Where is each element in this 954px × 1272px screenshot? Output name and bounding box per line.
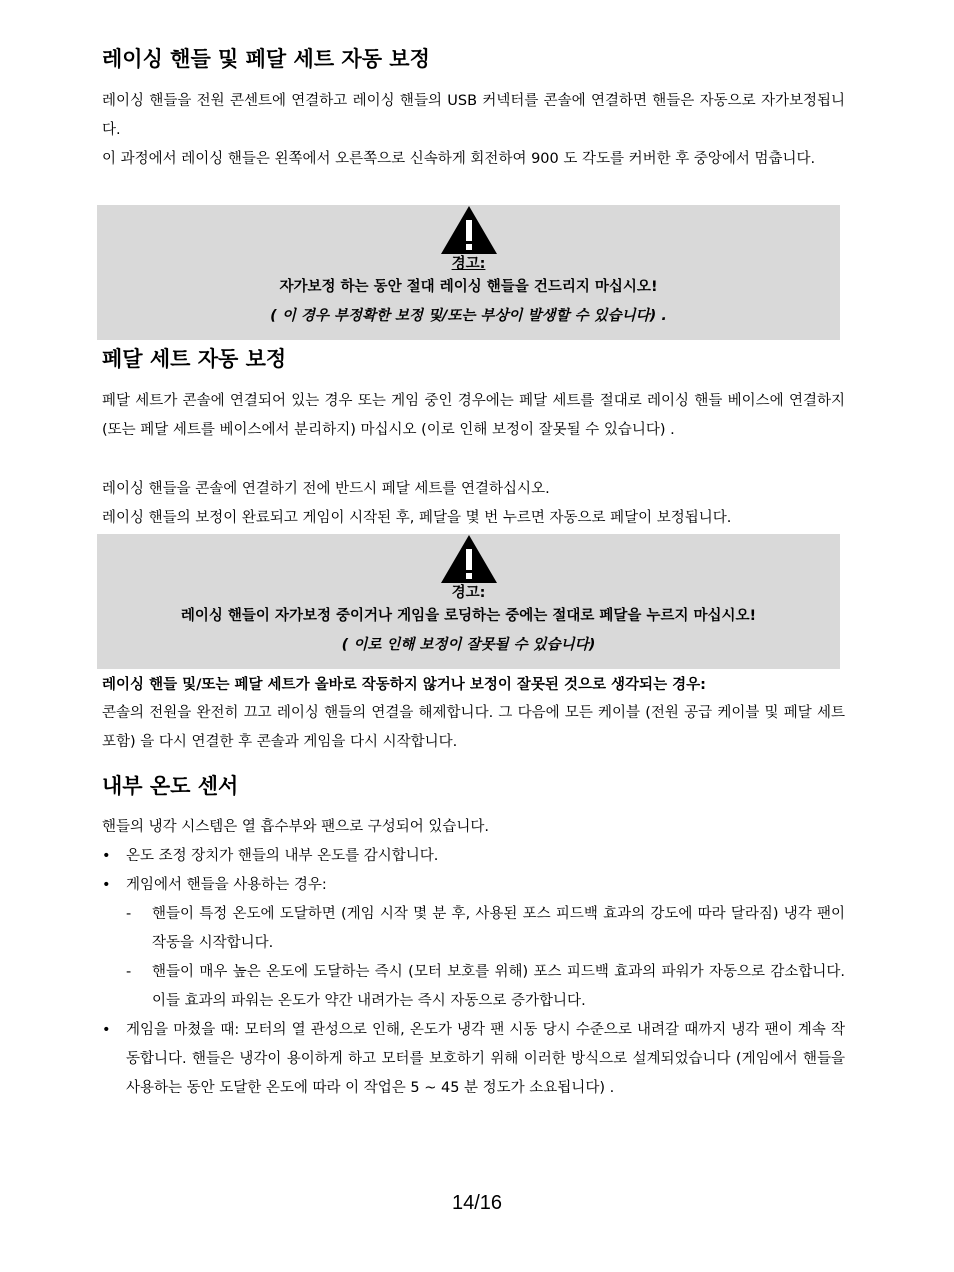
warning-triangle-icon [440,205,498,255]
paragraph: 콘솔의 전원을 완전히 끄고 레이싱 핸들의 연결을 해제합니다. 그 다음에 모든 케이블 (전원 공급 케이블 및 페달 세트 포함) 을 다시 연결한 후 콘솔과 게임을 다시 시작합니다. [102,705,845,750]
bullet-icon: • [102,848,111,864]
warning-note: ( 이로 인해 보정이 잘못될 수 있습니다) [341,637,596,653]
paragraph: 핸들의 냉각 시스템은 열 흡수부와 팬으로 구성되어 있습니다. [102,819,490,835]
sub-list-item-text: 핸들이 특정 온도에 도달하면 (게임 시작 몇 분 후, 사용된 포스 피드백 효과의 강도에 따라 달라짐) 냉각 팬이 작동을 시작합니다. [152,906,845,951]
warning-note: ( 이 경우 부정확한 보정 및/또는 부상이 발생할 수 있습니다) . [270,308,667,324]
bullet-list [102,842,845,1103]
section-heading-auto-calibration: 레이싱 핸들 및 페달 세트 자동 보정 [102,47,430,71]
list-item-text: 게임에서 핸들을 사용하는 경우: [126,877,327,893]
dash-icon: - [126,906,132,922]
section-heading-temperature-sensor: 내부 온도 센서 [102,774,239,798]
page-number: 14/16 [451,1192,503,1214]
bullet-icon: • [102,877,111,893]
paragraph: 이 과정에서 레이싱 핸들은 왼쪽에서 오른쪽으로 신속하게 회전하여 900 도 각도를 커버한 후 중앙에서 멈춥니다. [102,151,816,167]
sub-list-item [102,958,845,1016]
warning-label: 경고: [451,256,486,272]
warning-text: 레이싱 핸들이 자가보정 중이거나 게임을 로딩하는 중에는 절대로 페달을 누르지 마십시오! [180,608,757,624]
dash-icon: - [126,964,132,980]
paragraph: 페달 세트가 콘솔에 연결되어 있는 경우 또는 게임 중인 경우에는 페달 세트를 절대로 레이싱 핸들 베이스에 연결하지 (또는 페달 세트를 베이스에서 분리하지) 마십시오 (이로 인해 보정이 잘못될 수 있습니다) . [102,393,845,438]
paragraph: 레이싱 핸들의 보정이 완료되고 게임이 시작된 후, 페달을 몇 번 누르면 자동으로 페달이 보정됩니다. [102,510,732,526]
paragraph: 레이싱 핸들을 전원 콘센트에 연결하고 레이싱 핸들의 USB 커넥터를 콘솔에 연결하면 핸들은 자동으로 자가보정됩니다. [102,93,845,138]
bullet-icon: • [102,1022,111,1038]
warning-label: 경고: [451,585,486,601]
list-item [102,842,845,871]
bold-note: 레이싱 핸들 및/또는 페달 세트가 올바로 작동하지 않거나 보정이 잘못된 것으로 생각되는 경우: [102,677,706,693]
warning-triangle-icon [440,534,498,584]
list-item-text: 게임을 마쳤을 때: 모터의 열 관성으로 인해, 온도가 냉각 팬 시동 당시 수준으로 내려갈 때까지 냉각 팬이 계속 작동합니다. 핸들은 냉각이 용이하게 하고 모터를 보호하기 위해 이러한 방식으로 설계되었습니다 (게임에서 핸들을 사용하는 동안 도달한 온도에 따라 이 작업은 5 ~ 45 분 정도가 소요됩니다) . [126,1022,845,1096]
sub-list-item-text: 핸들이 매우 높은 온도에 도달하는 즉시 (모터 보호를 위해) 포스 피드백 효과의 파워가 자동으로 감소합니다. 이들 효과의 파워는 온도가 약간 내려가는 즉시 자동으로 증가합니다. [152,964,845,1009]
warning-box [97,534,840,669]
paragraph: 레이싱 핸들을 콘솔에 연결하기 전에 반드시 페달 세트를 연결하십시오. [102,481,550,497]
warning-text: 자가보정 하는 동안 절대 레이싱 핸들을 건드리지 마십시오! [279,279,658,295]
warning-box [97,205,840,340]
list-item [102,1016,845,1103]
section-heading-pedal-calibration: 페달 세트 자동 보정 [102,347,287,371]
list-item [102,871,845,900]
list-item-text: 온도 조정 장치가 핸들의 내부 온도를 감시합니다. [126,848,439,864]
sub-list-item [102,900,845,958]
